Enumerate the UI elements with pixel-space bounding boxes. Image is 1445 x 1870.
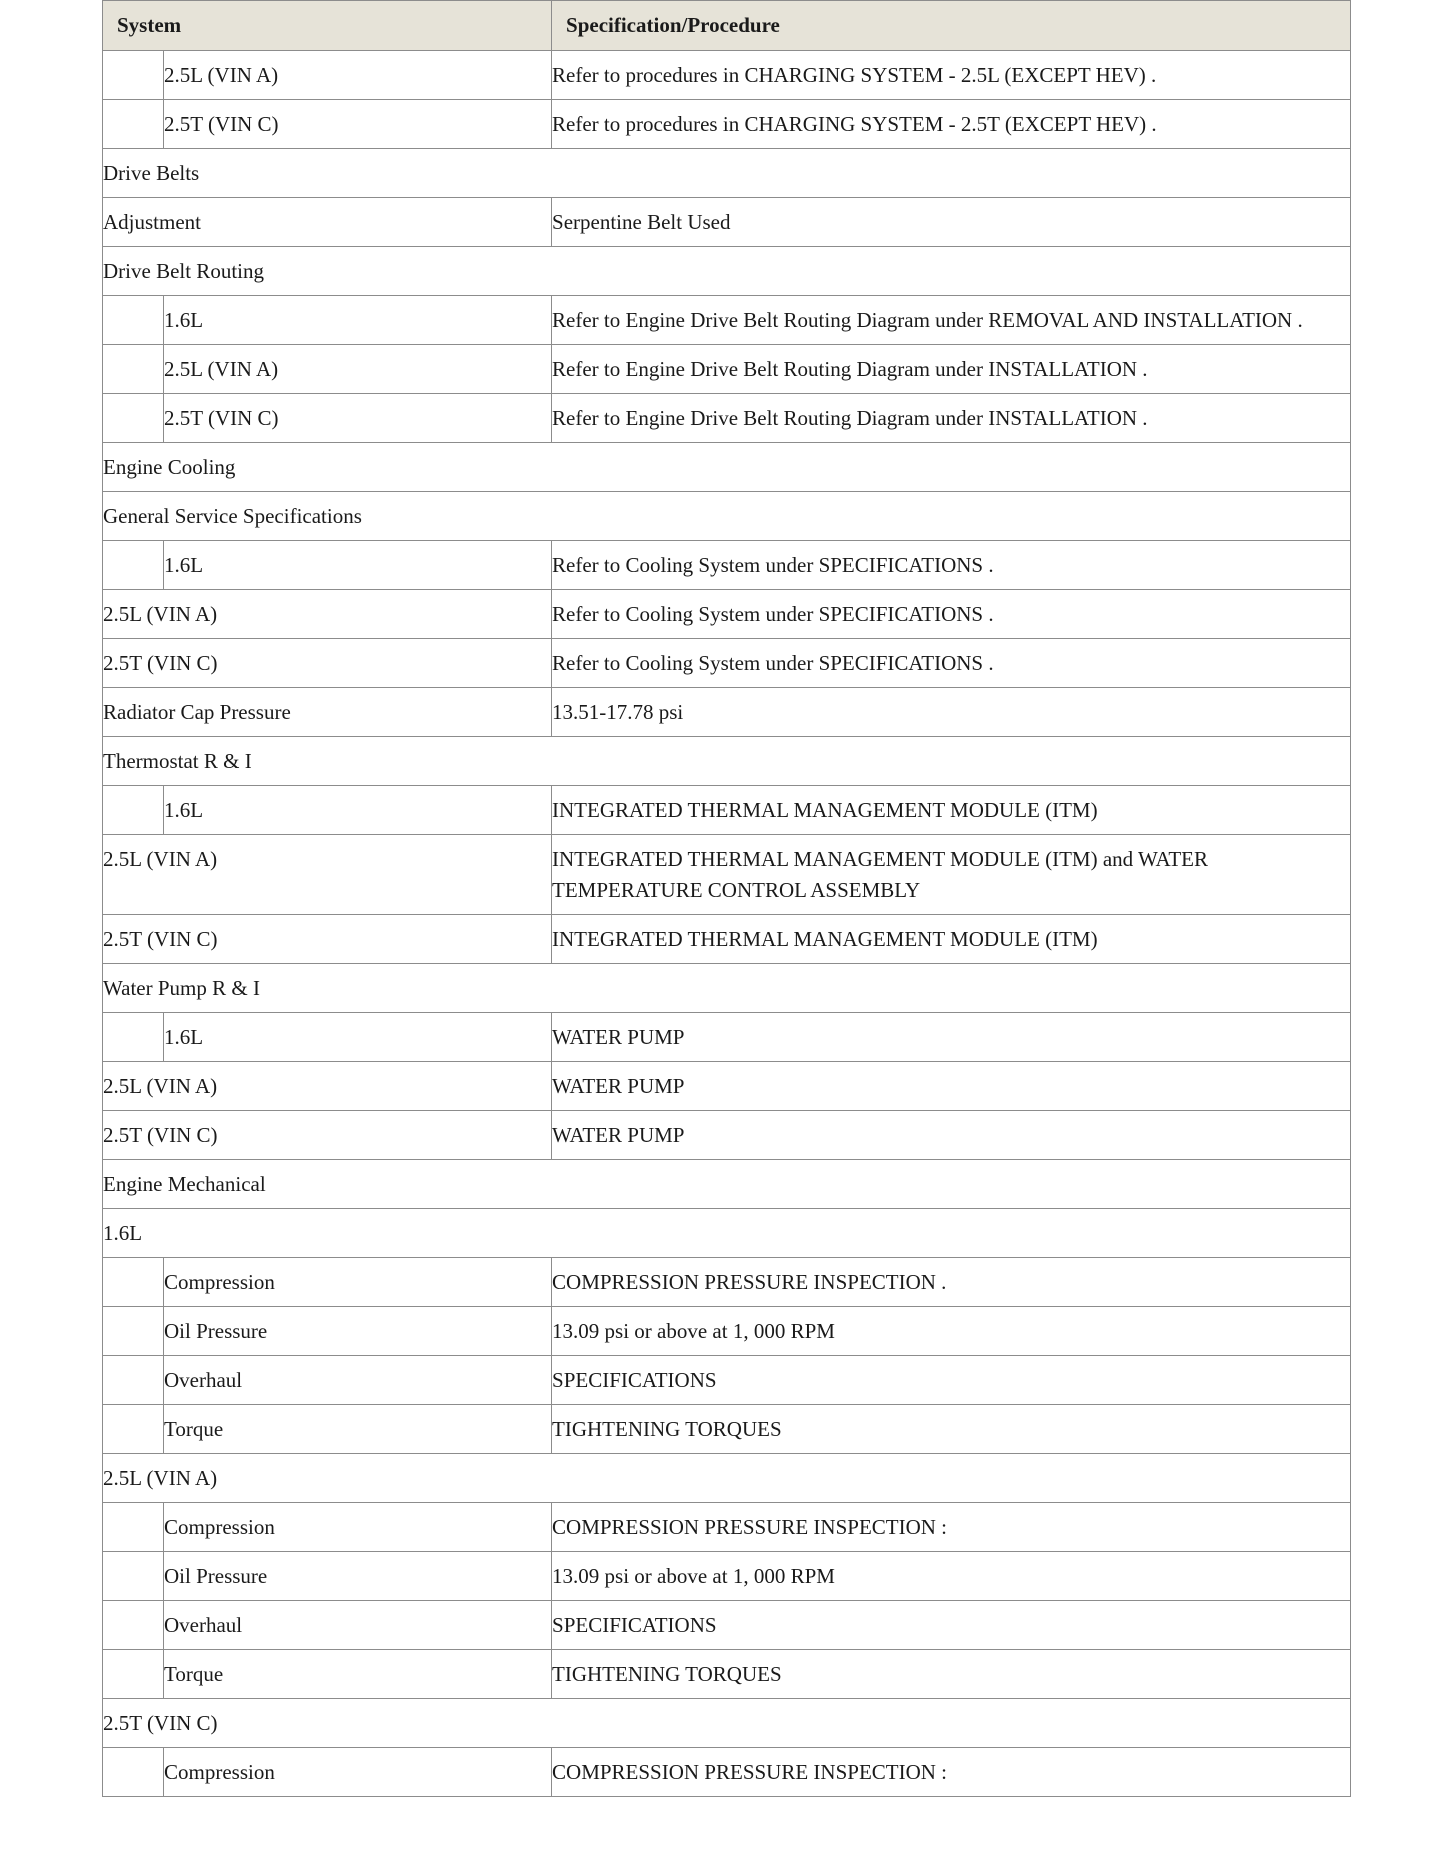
indent-cell — [103, 1405, 164, 1454]
system-label: 2.5T (VIN C) — [164, 394, 552, 443]
system-label: 2.5L (VIN A) — [103, 1062, 552, 1111]
indent-cell — [103, 345, 164, 394]
system-label: Oil Pressure — [164, 1552, 552, 1601]
table-row — [103, 198, 1351, 247]
spec-value: WATER PUMP — [552, 1062, 1351, 1111]
indent-cell — [103, 1356, 164, 1405]
system-label: 2.5T (VIN C) — [103, 639, 552, 688]
system-label: Adjustment — [103, 198, 552, 247]
system-label: 2.5L (VIN A) — [103, 835, 552, 915]
spec-value: Refer to procedures in CHARGING SYSTEM - 2.5T (EXCEPT HEV) . — [552, 100, 1351, 149]
spec-value: INTEGRATED THERMAL MANAGEMENT MODULE (ITM) and WATER TEMPERATURE CONTROL ASSEMBLY — [552, 835, 1351, 915]
spec-value: Refer to Engine Drive Belt Routing Diagram under REMOVAL AND INSTALLATION . — [552, 296, 1351, 345]
table-row — [103, 786, 1351, 835]
indent-cell — [103, 1552, 164, 1601]
indent-cell — [103, 1503, 164, 1552]
table-row — [103, 590, 1351, 639]
spec-value: Refer to Cooling System under SPECIFICATIONS . — [552, 639, 1351, 688]
spec-value: Refer to Cooling System under SPECIFICATIONS . — [552, 590, 1351, 639]
system-label: Torque — [164, 1405, 552, 1454]
spec-value: TIGHTENING TORQUES — [552, 1405, 1351, 1454]
table-row — [103, 1160, 1351, 1209]
table-row — [103, 639, 1351, 688]
spec-value: SPECIFICATIONS — [552, 1356, 1351, 1405]
spec-value: INTEGRATED THERMAL MANAGEMENT MODULE (ITM) — [552, 915, 1351, 964]
system-label: Oil Pressure — [164, 1307, 552, 1356]
table-row — [103, 394, 1351, 443]
system-column-header: System — [103, 1, 552, 51]
table-row — [103, 1601, 1351, 1650]
indent-cell — [103, 296, 164, 345]
spec-value: COMPRESSION PRESSURE INSPECTION : — [552, 1748, 1351, 1797]
section-heading: Engine Mechanical — [103, 1160, 1351, 1209]
subsection-heading: 1.6L — [103, 1209, 1351, 1258]
spec-value: Refer to Engine Drive Belt Routing Diagram under INSTALLATION . — [552, 345, 1351, 394]
table-row — [103, 835, 1351, 915]
indent-cell — [103, 1601, 164, 1650]
system-label: 1.6L — [164, 1013, 552, 1062]
system-label: 1.6L — [164, 541, 552, 590]
header-row — [103, 1, 1351, 51]
table-body — [103, 51, 1351, 1797]
indent-cell — [103, 1307, 164, 1356]
system-label: 2.5L (VIN A) — [103, 590, 552, 639]
table-row — [103, 51, 1351, 100]
indent-cell — [103, 1748, 164, 1797]
table-row — [103, 1013, 1351, 1062]
spec-column-header: Specification/Procedure — [552, 1, 1351, 51]
indent-cell — [103, 100, 164, 149]
indent-cell — [103, 1013, 164, 1062]
spec-value: Refer to Cooling System under SPECIFICATIONS . — [552, 541, 1351, 590]
table-row — [103, 443, 1351, 492]
table-header — [103, 1, 1351, 51]
system-label: Radiator Cap Pressure — [103, 688, 552, 737]
spec-value: TIGHTENING TORQUES — [552, 1650, 1351, 1699]
system-label: Compression — [164, 1503, 552, 1552]
table-row — [103, 247, 1351, 296]
indent-cell — [103, 786, 164, 835]
table-row — [103, 1209, 1351, 1258]
indent-cell — [103, 1650, 164, 1699]
table-row — [103, 296, 1351, 345]
subsection-heading: Water Pump R & I — [103, 964, 1351, 1013]
spec-value: SPECIFICATIONS — [552, 1601, 1351, 1650]
system-label: 1.6L — [164, 296, 552, 345]
table-row — [103, 1454, 1351, 1503]
system-label: 1.6L — [164, 786, 552, 835]
table-row — [103, 541, 1351, 590]
system-label: Compression — [164, 1258, 552, 1307]
table-row — [103, 1356, 1351, 1405]
specification-table — [102, 0, 1351, 1797]
spec-value: COMPRESSION PRESSURE INSPECTION . — [552, 1258, 1351, 1307]
system-label: Overhaul — [164, 1356, 552, 1405]
indent-cell — [103, 541, 164, 590]
table-row — [103, 345, 1351, 394]
indent-cell — [103, 1258, 164, 1307]
table-row — [103, 1258, 1351, 1307]
table-row — [103, 688, 1351, 737]
table-row — [103, 1650, 1351, 1699]
system-label: Torque — [164, 1650, 552, 1699]
spec-value: INTEGRATED THERMAL MANAGEMENT MODULE (ITM) — [552, 786, 1351, 835]
table-row — [103, 1405, 1351, 1454]
spec-value: Refer to Engine Drive Belt Routing Diagram under INSTALLATION . — [552, 394, 1351, 443]
table-row — [103, 149, 1351, 198]
table-row — [103, 1111, 1351, 1160]
system-label: 2.5T (VIN C) — [103, 1111, 552, 1160]
section-heading: Drive Belts — [103, 149, 1351, 198]
system-label: Overhaul — [164, 1601, 552, 1650]
indent-cell — [103, 394, 164, 443]
spec-value: WATER PUMP — [552, 1013, 1351, 1062]
subsection-heading: Drive Belt Routing — [103, 247, 1351, 296]
spec-value: 13.09 psi or above at 1, 000 RPM — [552, 1307, 1351, 1356]
spec-value: Refer to procedures in CHARGING SYSTEM - 2.5L (EXCEPT HEV) . — [552, 51, 1351, 100]
table-row — [103, 915, 1351, 964]
table-row — [103, 1748, 1351, 1797]
table-row — [103, 1307, 1351, 1356]
spec-value: 13.51-17.78 psi — [552, 688, 1351, 737]
spec-value: COMPRESSION PRESSURE INSPECTION : — [552, 1503, 1351, 1552]
table-row — [103, 492, 1351, 541]
subsection-heading: Thermostat R & I — [103, 737, 1351, 786]
subsection-heading: General Service Specifications — [103, 492, 1351, 541]
table-row — [103, 100, 1351, 149]
system-label: 2.5L (VIN A) — [164, 51, 552, 100]
system-label: 2.5T (VIN C) — [164, 100, 552, 149]
spec-value: Serpentine Belt Used — [552, 198, 1351, 247]
table-row — [103, 1552, 1351, 1601]
subsection-heading: 2.5L (VIN A) — [103, 1454, 1351, 1503]
section-heading: Engine Cooling — [103, 443, 1351, 492]
table-row — [103, 737, 1351, 786]
table-row — [103, 964, 1351, 1013]
indent-cell — [103, 51, 164, 100]
system-label: 2.5L (VIN A) — [164, 345, 552, 394]
spec-value: WATER PUMP — [552, 1111, 1351, 1160]
spec-value: 13.09 psi or above at 1, 000 RPM — [552, 1552, 1351, 1601]
table-row — [103, 1699, 1351, 1748]
subsection-heading: 2.5T (VIN C) — [103, 1699, 1351, 1748]
system-label: 2.5T (VIN C) — [103, 915, 552, 964]
table-row — [103, 1062, 1351, 1111]
system-label: Compression — [164, 1748, 552, 1797]
table-row — [103, 1503, 1351, 1552]
